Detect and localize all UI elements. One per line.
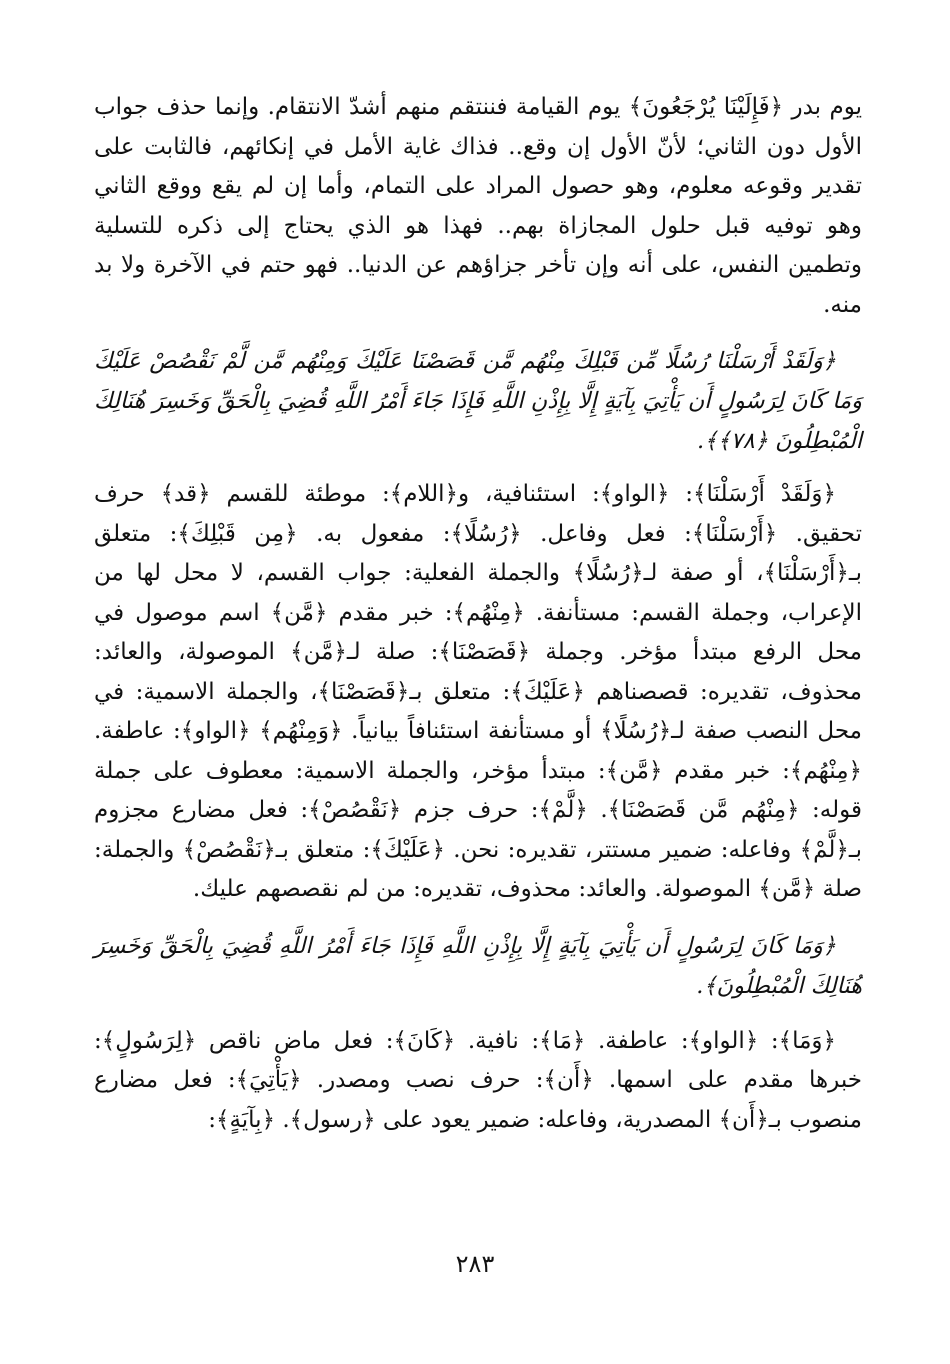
quran-verse-78: ﴿وَلَقَدْ أَرْسَلْنَا رُسُلًا مِّن قَبْلِكَ مِنْهُم مَّن قَصَصْنَا عَلَيْكَ وَمِنْهُم مَّن لَّمْ نَقْصُصْ عَلَيْكَ وَمَا كَانَ لِرَسُولٍ أَن يَأْتِيَ بِآيَةٍ إِلَّا بِإِذْنِ اللَّهِ فَإِذَا جَاءَ أَمْرُ اللَّهِ قُضِيَ بِالْحَقِّ وَخَسِرَ هُنَالِكَ الْمُبْطِلُونَ ﴿٧٨﴾﴾. — [94, 348, 862, 454]
paragraph-spacer — [94, 910, 862, 926]
paragraph-grammar-analysis-1: ﴿وَلَقَدْ أَرْسَلْنَا﴾: ﴿الواو﴾: استئنافية، و﴿اللام﴾: موطئة للقسم ﴿قد﴾ حرف تحقيق. ﴿أَرْسَلْنَا﴾: فعل وفاعل. ﴿رُسُلًا﴾: مفعول به. ﴿مِن قَبْلِكَ﴾: متعلق بـ﴿أَرْسَلْنَا﴾، أو صفة لـ﴿رُسُلًا﴾ والجملة الفعلية: جواب القسم، لا محل لها من الإعراب، وجملة القسم: مستأنفة. ﴿مِنْهُم﴾: خبر مقدم ﴿مَّن﴾ اسم موصول في محل الرفع مبتدأ مؤخر. وجملة ﴿قَصَصْنَا﴾: صلة لـ﴿مَّن﴾ الموصولة، والعائد: محذوف، تقديره: قصصناهم ﴿عَلَيْكَ﴾: متعلق بـ﴿قَصَصْنَا﴾، والجملة الاسمية: في محل النصب صفة لـ﴿رُسُلًا﴾ أو مستأنفة استئنافاً بيانياً. ﴿وَمِنْهُم﴾ ﴿الواو﴾: عاطفة. ﴿مِنْهُم﴾: خبر مقدم ﴿مَّن﴾: مبتدأ مؤخر، والجملة الاسمية: معطوف على جملة قوله: ﴿مِنْهُم مَّن قَصَصْنَا﴾. ﴿لَّمْ﴾: حرف جزم ﴿نَقْصُصْ﴾: فعل مضارع مجزوم بـ﴿لَّمْ﴾ وفاعله: ضمير مستتر، تقديره: نحن. ﴿عَلَيْكَ﴾: متعلق بـ﴿نَقْصُصْ﴾ والجملة: صلة ﴿مَّن﴾ الموصولة. والعائد: محذوف، تقديره: من لم نقصصهم عليك. — [94, 481, 862, 902]
paragraph-spacer — [94, 461, 862, 475]
quran-verse-continuation: ﴿وَمَا كَانَ لِرَسُولٍ أَن يَأْتِيَ بِآيَةٍ إِلَّا بِإِذْنِ اللَّهِ فَإِذَا جَاءَ أَمْرُ اللَّهِ قُضِيَ بِالْحَقِّ وَخَسِرَ هُنَالِكَ الْمُبْطِلُونَ﴾. — [94, 932, 862, 999]
document-page — [94, 88, 862, 1324]
page-number: ٢٨٣ — [455, 1250, 495, 1278]
paragraph-spacer — [94, 1006, 862, 1022]
paragraph-commentary-1: يوم بدر ﴿فَإِلَيْنَا يُرْجَعُونَ﴾ يوم القيامة فننتقم منهم أشدّ الانتقام. وإنما حذف جواب الأول دون الثاني؛ لأنّ الأول إن وقع.. فذاك غاية الأمل في إنكائهم، فالثابت على تقدير وقوعه معلوم، وهو حصول المراد على التمام، وأما إن لم يقع ووقع الثاني وهو توفيه قبل حلول المجازاة بهم.. فهذا هو الذي يحتاج إلى ذكره للتسلية وتطمين النفس، على أنه وإن تأخر جزاؤهم عن الدنيا.. فهو حتم في الآخرة ولا بد منه. — [94, 94, 862, 318]
paragraph-spacer — [94, 325, 862, 341]
paragraph-grammar-analysis-2: ﴿وَمَا﴾: ﴿الواو﴾: عاطفة. ﴿مَا﴾: نافية. ﴿كَانَ﴾: فعل ماض ناقص ﴿لِرَسُولٍ﴾: خبرها مقدم على اسمها. ﴿أَن﴾: حرف نصب ومصدر. ﴿يَأْتِيَ﴾: فعل مضارع منصوب بـ﴿أَن﴾ المصدرية، وفاعله: ضمير يعود على ﴿رسول﴾. ﴿بِآيَةٍ﴾: — [94, 1027, 862, 1133]
